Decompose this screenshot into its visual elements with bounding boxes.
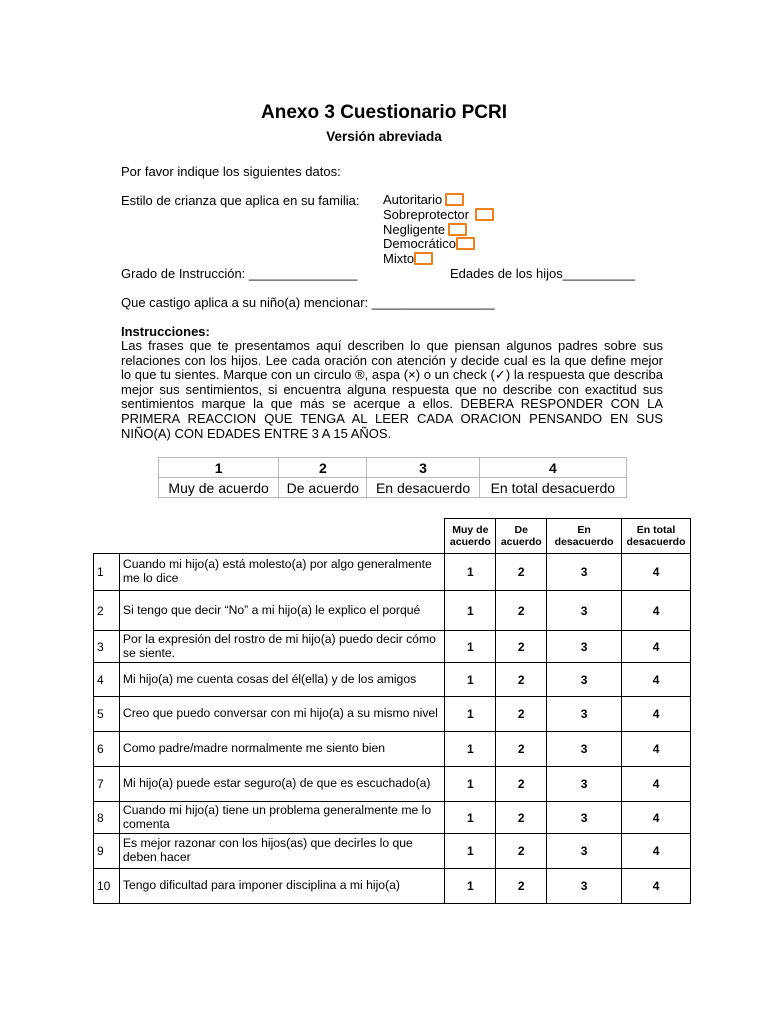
- option-label: Negligente: [383, 222, 446, 237]
- column-header: De acuerdo: [496, 519, 547, 554]
- table-row: [94, 834, 691, 869]
- response-cell[interactable]: 2: [496, 869, 547, 904]
- row-statement: Tengo dificultad para imponer disciplina a mi hijo(a): [119, 869, 445, 904]
- response-cell[interactable]: 4: [622, 802, 691, 834]
- response-cell[interactable]: 2: [496, 663, 547, 697]
- legend-label: De acuerdo: [279, 478, 367, 498]
- response-cell[interactable]: 4: [622, 697, 691, 732]
- legend-number: 4: [479, 458, 626, 478]
- response-cell[interactable]: 2: [496, 554, 547, 591]
- response-cell[interactable]: 1: [445, 554, 496, 591]
- row-statement: Si tengo que decir “No” a mi hijo(a) le explico el porqué: [119, 591, 445, 631]
- row-statement: Es mejor razonar con los hijos(as) que decirles lo que deben hacer: [119, 834, 445, 869]
- table-row: [94, 554, 691, 591]
- response-cell[interactable]: 2: [496, 591, 547, 631]
- response-cell[interactable]: 1: [445, 631, 496, 663]
- header-blank: [119, 519, 445, 554]
- children-ages-field[interactable]: Edades de los hijos__________: [450, 266, 636, 281]
- table-row: [94, 802, 691, 834]
- row-number: 7: [94, 767, 120, 802]
- response-cell[interactable]: 2: [496, 767, 547, 802]
- response-cell[interactable]: 3: [547, 767, 622, 802]
- legend-label: En total desacuerdo: [479, 478, 626, 498]
- row-number: 9: [94, 834, 120, 869]
- instructions-heading: Instrucciones:: [121, 324, 210, 339]
- legend-number: 1: [159, 458, 279, 478]
- row-statement: Por la expresión del rostro de mi hijo(a) puedo decir cómo se siente.: [119, 631, 445, 663]
- row-statement: Cuando mi hijo(a) está molesto(a) por algo generalmente me lo dice: [119, 554, 445, 591]
- row-number: 4: [94, 663, 120, 697]
- table-row: [94, 697, 691, 732]
- table-row: [94, 663, 691, 697]
- legend-label: En desacuerdo: [367, 478, 479, 498]
- table-row: [94, 591, 691, 631]
- response-cell[interactable]: 4: [622, 869, 691, 904]
- response-cell[interactable]: 1: [445, 802, 496, 834]
- column-header: Muy de acuerdo: [445, 519, 496, 554]
- row-statement: Como padre/madre normalmente me siento bien: [119, 732, 445, 767]
- row-number: 6: [94, 732, 120, 767]
- page-subtitle: Versión abreviada: [326, 129, 442, 144]
- response-cell[interactable]: 2: [496, 834, 547, 869]
- response-cell[interactable]: 3: [547, 591, 622, 631]
- response-cell[interactable]: 1: [445, 767, 496, 802]
- option-label: Mixto: [383, 251, 415, 266]
- response-scale-legend: [158, 457, 627, 498]
- education-field[interactable]: Grado de Instrucción: _______________: [121, 266, 358, 281]
- row-statement: Cuando mi hijo(a) tiene un problema generalmente me lo comenta: [119, 802, 445, 834]
- row-number: 3: [94, 631, 120, 663]
- intro-text: Por favor indique los siguientes datos:: [121, 164, 341, 179]
- response-cell[interactable]: 4: [622, 631, 691, 663]
- response-cell[interactable]: 3: [547, 732, 622, 767]
- response-cell[interactable]: 3: [547, 802, 622, 834]
- response-cell[interactable]: 3: [547, 631, 622, 663]
- response-cell[interactable]: 2: [496, 802, 547, 834]
- table-row: [94, 767, 691, 802]
- response-cell[interactable]: 3: [547, 663, 622, 697]
- checkbox[interactable]: [456, 237, 475, 250]
- response-cell[interactable]: 2: [496, 697, 547, 732]
- checkbox[interactable]: [445, 193, 464, 206]
- response-cell[interactable]: 1: [445, 869, 496, 904]
- response-cell[interactable]: 2: [496, 631, 547, 663]
- response-cell[interactable]: 1: [445, 732, 496, 767]
- response-cell[interactable]: 1: [445, 591, 496, 631]
- response-cell[interactable]: 3: [547, 834, 622, 869]
- instructions-text: Las frases que te presentamos aquí describen lo que piensan algunos padres sobre sus relaciones con los hijos. Lee cada oración con atención y decide cual es la que define mejor lo que tu sientes. Marque con un circulo ®, aspa (×) o un check (✓) la respuesta que describa mejor sus sentimientos, si encuentra alguna respuesta que no describe con exactitud sus sentimientos marque la que más se acerque a ellos. DEBERA RESPONDER CON LA PRIMERA REACCION QUE TENGA AL LEER CADA ORACION PENSANDO EN SUS NIÑO(A) CON EDADES ENTRE 3 A 15 AÑOS.: [121, 338, 663, 441]
- row-statement: Mi hijo(a) me cuenta cosas del él(ella) y de los amigos: [119, 663, 445, 697]
- checkbox[interactable]: [414, 252, 433, 265]
- response-cell[interactable]: 4: [622, 834, 691, 869]
- response-cell[interactable]: 4: [622, 591, 691, 631]
- legend-label: Muy de acuerdo: [159, 478, 279, 498]
- table-row: [94, 869, 691, 904]
- page-title: Anexo 3 Cuestionario PCRI: [261, 102, 507, 123]
- table-row: [94, 732, 691, 767]
- row-number: 1: [94, 554, 120, 591]
- option-label: Autoritario: [383, 192, 443, 207]
- questionnaire-table: [93, 518, 691, 904]
- response-cell[interactable]: 4: [622, 732, 691, 767]
- response-cell[interactable]: 1: [445, 697, 496, 732]
- option-label: Sobreprotector: [383, 207, 469, 222]
- response-cell[interactable]: 3: [547, 697, 622, 732]
- option-autoritario[interactable]: [383, 192, 464, 207]
- response-cell[interactable]: 3: [547, 554, 622, 591]
- response-cell[interactable]: 4: [622, 554, 691, 591]
- option-sobreprotector[interactable]: [383, 207, 494, 222]
- table-row: [94, 631, 691, 663]
- legend-number: 2: [279, 458, 367, 478]
- response-cell[interactable]: 3: [547, 869, 622, 904]
- checkbox[interactable]: [475, 208, 494, 221]
- parenting-style-label: Estilo de crianza que aplica en su familia:: [121, 193, 360, 208]
- option-democratico[interactable]: [383, 236, 475, 251]
- response-cell[interactable]: 2: [496, 732, 547, 767]
- row-statement: Mi hijo(a) puede estar seguro(a) de que es escuchado(a): [119, 767, 445, 802]
- row-number: 2: [94, 591, 120, 631]
- legend-number: 3: [367, 458, 479, 478]
- response-cell[interactable]: 4: [622, 767, 691, 802]
- row-number: 5: [94, 697, 120, 732]
- checkbox[interactable]: [448, 223, 467, 236]
- response-cell[interactable]: 1: [445, 663, 496, 697]
- header-blank: [94, 519, 120, 554]
- response-cell[interactable]: 1: [445, 834, 496, 869]
- column-header: En desacuerdo: [547, 519, 622, 554]
- row-number: 10: [94, 869, 120, 904]
- column-header: En total desacuerdo: [622, 519, 691, 554]
- option-mixto[interactable]: [383, 251, 433, 266]
- response-cell[interactable]: 4: [622, 663, 691, 697]
- row-statement: Creo que puedo conversar con mi hijo(a) a su mismo nivel: [119, 697, 445, 732]
- option-negligente[interactable]: [383, 222, 467, 237]
- row-number: 8: [94, 802, 120, 834]
- punishment-field[interactable]: Que castigo aplica a su niño(a) mencionar: _________________: [121, 295, 495, 310]
- option-label: Democrático: [383, 236, 456, 251]
